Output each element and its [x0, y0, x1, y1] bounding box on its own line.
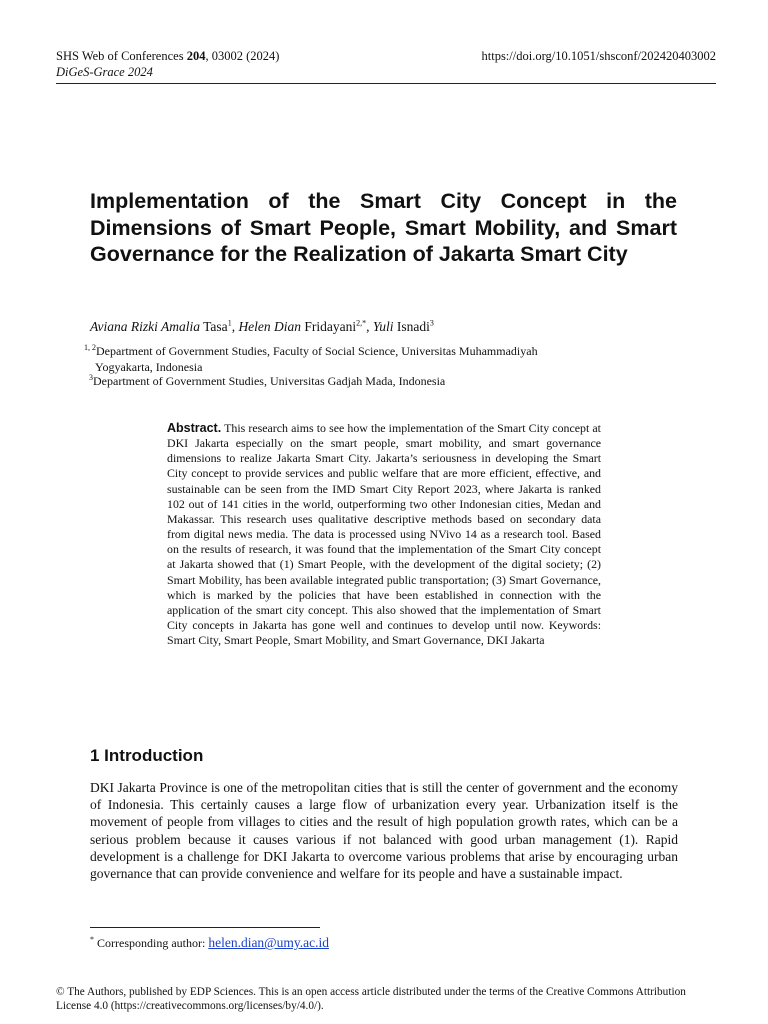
license-footer: © The Authors, published by EDP Sciences. This is an open access article distributed under the terms of the Creative Commons Attribution License 4.0 (https://creativecommons.org/licenses/by/4.0/). [56, 986, 686, 1012]
journal-name: SHS Web of Conferences [56, 49, 184, 63]
journal-volume: 204 [186, 49, 206, 63]
article-number: , 03002 (2024) [205, 49, 280, 63]
author-list [90, 319, 434, 335]
footnote-divider [90, 927, 320, 928]
affiliation-1-continued: Yogyakarta, Indonesia [95, 360, 203, 374]
abstract-label: Abstract. [167, 421, 222, 435]
section-heading: 1 Introduction [90, 746, 204, 765]
introduction-paragraph: DKI Jakarta Province is one of the metropolitan cities that is still the center of government and the economy of Indonesia. This certainly causes a large flow of urbanization every year. Urbanization itself is the movement of people from villages to cities and the result of high population growth rates, which can be a serious problem because it causes various if not balanced with good urban management (1). Rapid development is a challenge for DKI Jakarta to overcome various problems that arise by encouraging urban governance that can provide convenience and welfare for its people and have a sustainable impact. [90, 780, 678, 882]
author-3: Yuli Isnadi$^3$ [372, 318, 434, 334]
conference-name: DiGeS-Grace 2024 [56, 65, 153, 79]
footnote: * Corresponding author: helen.dian@umy.ac.id [90, 935, 329, 950]
author-2: Helen Dian Fridayani$^{2,*}$, [238, 318, 373, 334]
affiliation-1: $^{1, 2}$Department of Government Studies, Faculty of Social Science, Universitas Muhammadiyah [84, 343, 538, 358]
paper-title: Implementation of the Smart City Concept in the Dimensions of Smart People, Smart Mobility, and Smart Governance for the Realization of Jakarta Smart City [90, 189, 677, 266]
header-divider [56, 83, 716, 84]
abstract [167, 421, 601, 648]
journal-citation [56, 49, 279, 64]
affiliation-2: $^3$Department of Government Studies, Universitas Gadjah Mada, Indonesia [89, 373, 446, 388]
author-1: Aviana Rizki Amalia Tasa$^1$, [90, 318, 239, 334]
abstract-text: This research aims to see how the implementation of the Smart City concept at DKI Jakarta especially on the smart people, smart mobility, and smart governance dimensions to realize Jakarta Smart City. Jakarta’s seriousness in developing the Smart City concept to provide services and public welfare that are more efficient, effective, and sustainable can be seen from the IMD Smart City Report 2023, where Jakarta is ranked 102 out of 141 cities in the world, outperforming two other Indonesian cities, Medan and Makassar. This research uses qualitative descriptive methods based on secondary data from digital news media. The data is processed using NVivo 14 as a research tool. Based on the results of research, it was found that the implementation of the Smart City concept at Jakarta showed that (1) Smart People, with the development of the digital society; (2) Smart Mobility, has been available integrated public transportation; (3) Smart Governance, which is marked by the policies that have been established in connection with the application of the smart city concept. This also showed that the implementation of Smart City concepts in Jakarta has gone well and continues to develop until now. Keywords: Smart City, Smart People, Smart Mobility, and Smart Governance, DKI Jakarta [167, 421, 601, 648]
doi-link[interactable]: https://doi.org/10.1051/shsconf/202420403002 [481, 49, 716, 63]
email-link[interactable]: helen.dian@umy.ac.id [208, 935, 329, 950]
